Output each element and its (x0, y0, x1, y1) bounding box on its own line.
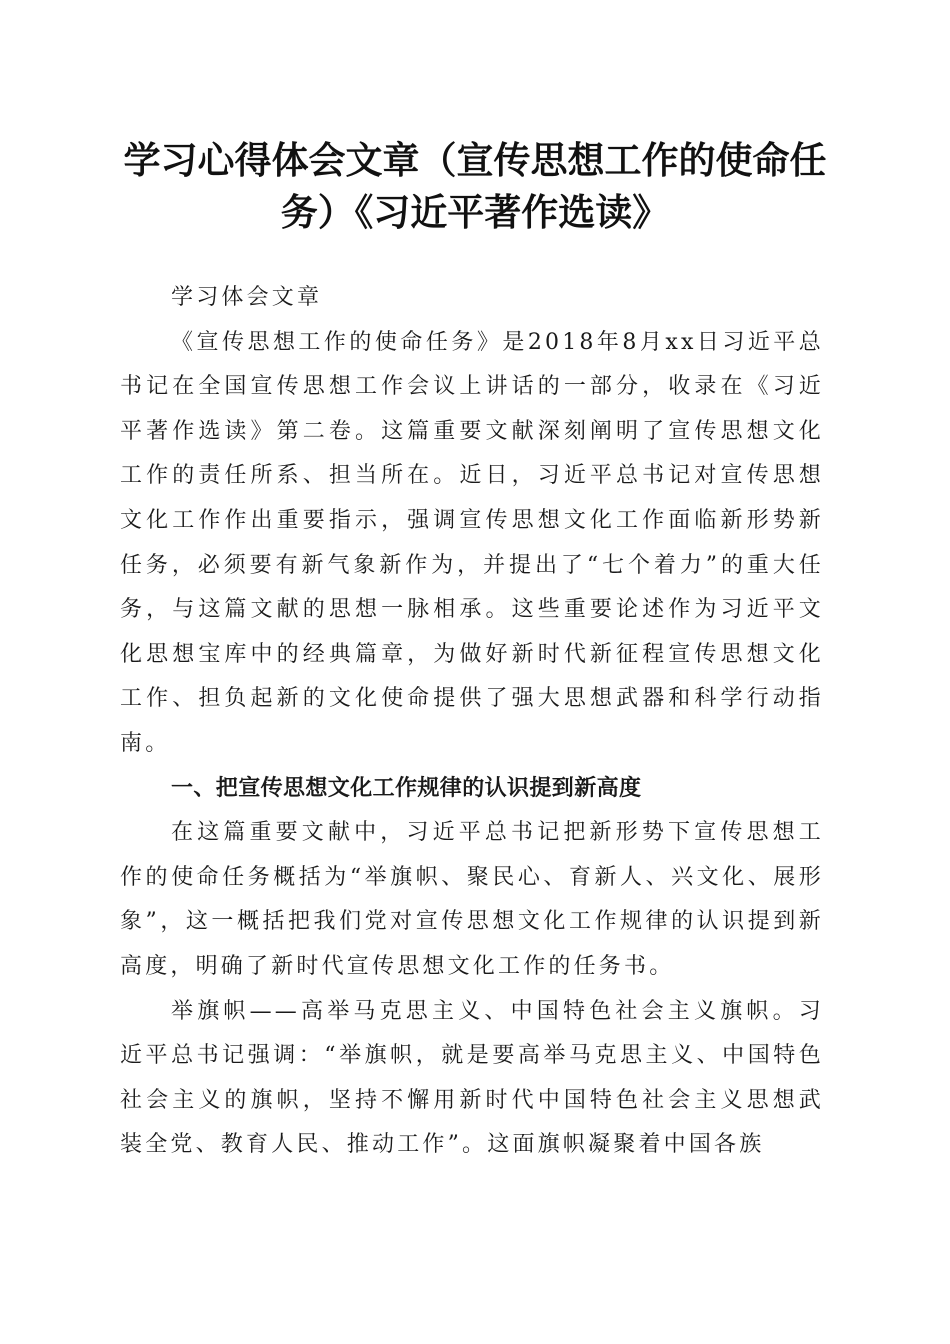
intro-paragraph: 《宣传思想工作的使命任务》是2018年8月xx日习近平总书记在全国宣传思想工作会议上讲话的一部分，收录在《习近平著作选读》第二卷。这篇重要文献深刻阐明了宣传思想文化工作的责任所系、担当所在。近日，习近平总书记对宣传思想文化工作作出重要指示，强调宣传思想文化工作面临新形势新任务，必须要有新气象新作为，并提出了“七个着力”的重大任务，与这篇文献的思想一脉相承。这些重要论述作为习近平文化思想宝库中的经典篇章，为做好新时代新征程宣传思想文化工作、担负起新的文化使命提供了强大思想武器和科学行动指南。 (120, 329, 824, 756)
document-label: 学习体会文章 (171, 285, 323, 310)
section-paragraph: 在这篇重要文献中，习近平总书记把新形势下宣传思想工作的使命任务概括为“举旗帜、聚民心、育新人、兴文化、展形象”，这一概括把我们党对宣传思想文化工作规律的认识提到新高度，明确了新时代宣传思想文化工作的任务书。 (120, 820, 824, 979)
document-title: 学习心得体会文章（宣传思想工作的使命任务）《习近平著作选读》 (123, 138, 827, 234)
document-body (120, 276, 824, 1168)
section-paragraph: 举旗帜——高举马克思主义、中国特色社会主义旗帜。习近平总书记强调：“举旗帜，就是要高举马克思主义、中国特色社会主义的旗帜，坚持不懈用新时代中国特色社会主义思想武装全党、教育人民、推动工作”。这面旗帜凝聚着中国各族 (120, 998, 824, 1158)
section-heading: 一、把宣传思想文化工作规律的认识提到新高度 (171, 775, 642, 801)
